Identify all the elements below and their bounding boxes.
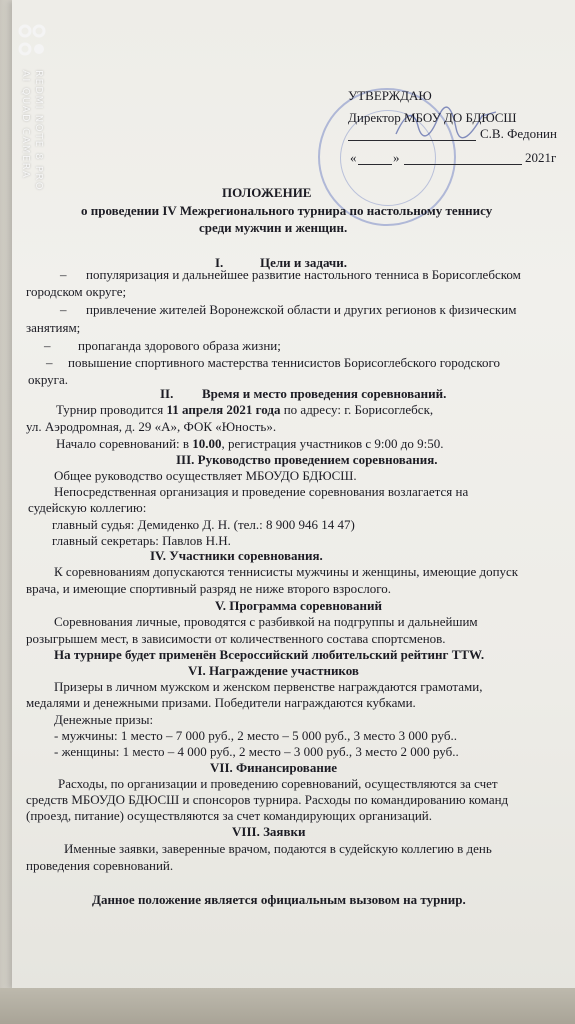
goal-item-cont: округа.	[28, 372, 68, 387]
section-7-title: VII. Финансирование	[210, 760, 338, 775]
applications-line-cont: проведения соревнований.	[26, 858, 174, 873]
camera-logo-icon	[17, 22, 47, 62]
start-time-line: Начало соревнований: в 10.00, регистрация участников с 9:00 до 9:50.	[56, 436, 444, 451]
section-1-number: I.	[215, 255, 224, 270]
goal-item-cont: городском округе;	[26, 284, 127, 299]
prize-money-label: Денежные призы:	[54, 712, 154, 727]
document-title: ПОЛОЖЕНИЕ	[222, 185, 312, 200]
bullet-dash: –	[60, 267, 67, 282]
prize-men: - мужчины: 1 место – 7 000 руб., 2 место – 5 000 руб., 3 место 3 000 руб..	[54, 728, 457, 743]
goal-item: популяризация и дальнейшее развитие настольного тенниса в Борисоглебском	[86, 267, 521, 282]
section-3-title: III. Руководство проведением соревнования.	[176, 452, 438, 467]
tournament-address: ул. Аэродромная, д. 29 «А», ФОК «Юность».	[26, 419, 277, 434]
approve-label: УТВЕРЖДАЮ	[348, 88, 432, 103]
date-quote-open: «	[350, 150, 357, 165]
section-2-number: II.	[160, 386, 174, 401]
section-1-title: Цели и задачи.	[260, 255, 348, 270]
participants-line: К соревнованиям допускаются теннисисты мужчины и женщины, имеющие допуск	[54, 564, 519, 579]
program-line-cont: розыгрышем мест, в зависимости от количественного состава спортсменов.	[26, 631, 446, 646]
chief-judge: главный судья: Демиденко Д. Н. (тел.: 8 900 946 14 47)	[52, 517, 355, 532]
finance-line-3: (проезд, питание) осуществляются за счет командирующих организаций.	[26, 808, 433, 823]
bullet-dash: –	[46, 355, 53, 370]
signature-line	[348, 140, 476, 141]
finance-line-2: средств МБОУДО БДЮСШ и спонсоров турнира. Расходы по командированию команд	[26, 792, 509, 807]
camera-model: REDMI NOTE 8 PRO	[33, 70, 44, 192]
management-line: Общее руководство осуществляет МБОУДО БДЮСШ.	[54, 468, 357, 483]
document-subtitle-2: среди мужчин и женщин.	[199, 220, 348, 235]
director-name: С.В. Федонин	[480, 126, 557, 141]
goal-item: привлечение жителей Воронежской области и других регионов к физическим	[86, 302, 517, 317]
date-year: 2021г	[525, 150, 557, 165]
official-invitation-note: Данное положение является официальным вызовом на турнир.	[92, 892, 466, 907]
document-subtitle-1: о проведении IV Межрегионального турнира по настольному теннису	[81, 203, 493, 218]
date-day-line	[358, 164, 392, 165]
goal-item-cont: занятиям;	[26, 320, 81, 335]
participants-line-cont: врача, и имеющие спортивный разряд не ниже второго взрослого.	[26, 581, 391, 596]
applications-line: Именные заявки, заверенные врачом, подаются в судейскую коллегию в день	[64, 841, 492, 856]
goal-item: повышение спортивного мастерства теннисистов Борисоглебского городского	[68, 355, 500, 370]
camera-watermark-text	[19, 70, 45, 191]
camera-watermark	[17, 22, 57, 192]
bullet-dash: –	[44, 338, 51, 353]
organization-line: Непосредственная организация и проведение соревнования возлагается на	[54, 484, 469, 499]
camera-subtitle: AI QUAD CAMERA	[20, 70, 31, 180]
program-line: Соревнования личные, проводятся с разбивкой на подгруппы и дальнейшим	[54, 614, 478, 629]
awards-line-cont: медалями и денежными призами. Победители награждаются кубками.	[26, 695, 416, 710]
awards-line: Призеры в личном мужском и женском первенстве награждаются грамотами,	[54, 679, 483, 694]
goal-item: пропаганда здорового образа жизни;	[78, 338, 281, 353]
chief-secretary: главный секретарь: Павлов Н.Н.	[52, 533, 231, 548]
section-4-title: IV. Участники соревнования.	[150, 548, 323, 563]
section-8-title: VIII. Заявки	[232, 824, 306, 839]
section-5-title: V. Программа соревнований	[215, 598, 383, 613]
rating-line: На турнире будет применён Всероссийский любительский рейтинг TTW.	[54, 647, 485, 662]
prize-women: - женщины: 1 место – 4 000 руб., 2 место – 3 000 руб., 3 место 2 000 руб..	[54, 744, 459, 759]
tournament-date-line: Турнир проводится 11 апреля 2021 года по адресу: г. Борисоглебск,	[56, 402, 434, 417]
date-quote-close: »	[393, 150, 400, 165]
finance-line: Расходы, по организации и проведению соревнований, осуществляются за счет	[58, 776, 498, 791]
table-surface	[0, 988, 575, 1024]
section-2-title: Время и место проведения соревнований.	[202, 386, 447, 401]
section-6-title: VI. Награждение участников	[188, 663, 359, 678]
date-month-line	[404, 164, 522, 165]
bullet-dash: –	[60, 302, 67, 317]
director-title: Директор МБОУ ДО БДЮСШ	[348, 110, 517, 125]
organization-line-cont: судейскую коллегию:	[28, 500, 147, 515]
